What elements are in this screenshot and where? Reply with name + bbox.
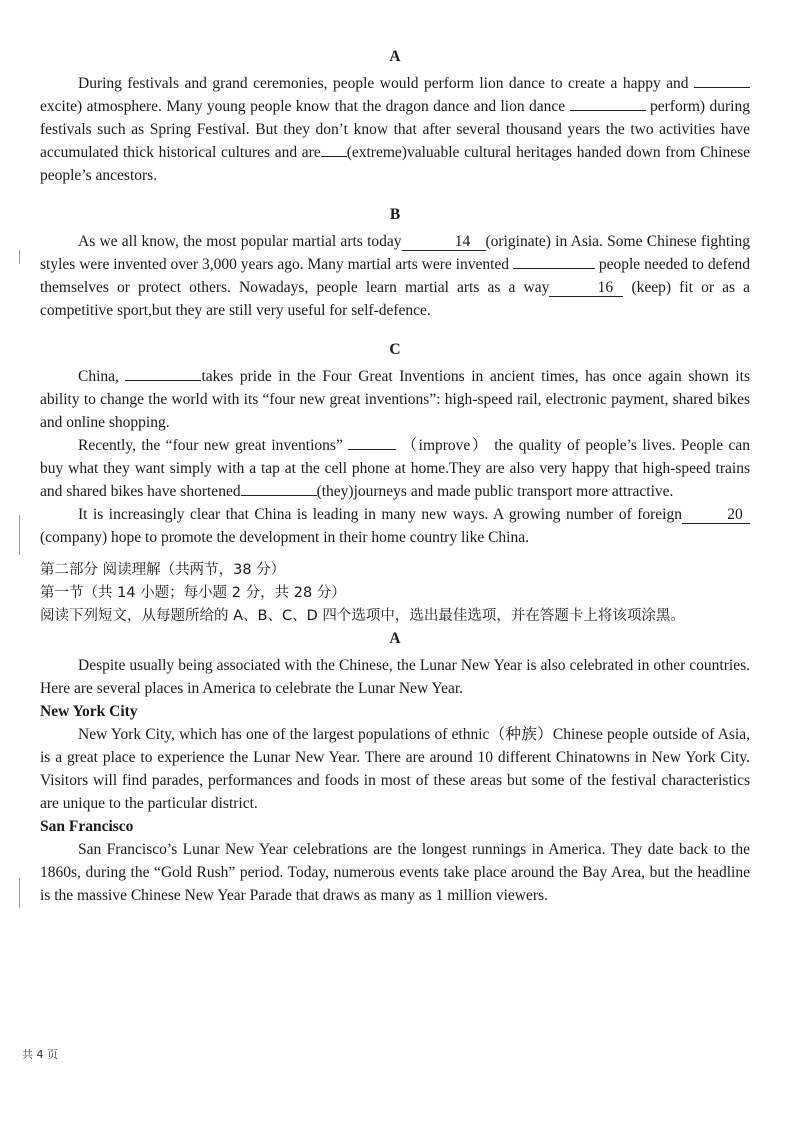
scan-mark [19,878,20,908]
sf-paragraph: San Francisco’s Lunar New Year celebrations are the longest runnings in America. They date back to the 1860s, during the “Gold Rush” period. Today, numerous events take place around the Bay Area, but the headline is the massive Chinese New Year Parade that draws as many as 1 million viewers. [40,841,750,904]
section-c-paragraph-1: China, takes pride in the Four Great Inventions in ancient times, has once again shown its ability to change the world with its “four new great inventions”: high-speed rail, electronic payment, shared bikes and online shopping. [40,368,750,431]
section-b-passage: As we all know, the most popular martial arts today 14 (originate) in Asia. Some Chinese fighting styles were invented over 3,000 years ago. Many martial arts were invented people needed to defend themselves or protect others. Nowadays, people learn martial arts as a way 16 (keep) fit or as a competitive sport,but they are still very useful for self-defence. [40,233,751,319]
section-c-heading: C [389,341,401,358]
blank-field[interactable]: 20 [682,507,750,524]
blank-field[interactable] [348,449,396,450]
nyc-paragraph: New York City, which has one of the largest populations of ethnic（种族）Chinese people outside of Asia, is a great place to experience the Lunar New Year. There are around 10 different Chinatowns in New York City. Visitors will find parades, performances and foods in most of these areas but some of the festival characteristics are unique to the particular district. [40,726,750,812]
blank-field[interactable] [241,495,317,496]
blank-field[interactable] [570,110,646,111]
section-c-paragraph-2: Recently, the “four new great inventions” （improve） the quality of people’s lives. People can buy what they want simply with a tap at the cell phone at home.They are also very happy that high-speed trains and shared bikes have shortened (they)journeys and made public transport more attractive. [40,437,750,500]
blank-field[interactable]: 14 [402,234,486,251]
blank-field[interactable] [321,156,347,157]
reading-a-heading: A [389,630,401,647]
section-c-paragraph-3: It is increasingly clear that China is leading in many new ways. A growing number of foreign 20(company) hope to promote the development in their home country like China. [40,503,750,549]
section-b-heading: B [389,206,401,223]
exam-page [40,48,750,907]
nyc-subheading: New York City [40,703,138,720]
blank-field[interactable] [125,380,201,381]
section-a-passage: During festivals and grand ceremonies, people would perform lion dance to create a happy and excite) atmosphere. Many young people know that the dragon dance and lion dance perform) during festivals such as Spring Festival. But they don’t know that after several thousand years the two activities have accumulated thick historical cultures and are (extreme)valuable cultural heritages handed down from Chinese people’s ancestors. [40,75,751,184]
section-a-heading: A [389,48,401,65]
page-footer: 共 4 页 [22,1048,58,1061]
part-two-title: 第二部分 阅读理解（共两节，38 分） [40,562,286,578]
scan-mark [19,250,20,264]
blank-field[interactable] [513,268,595,269]
section-one-title: 第一节（共 14 小题；每小题 2 分，共 28 分） [40,585,346,601]
instructions: 阅读下列短文，从每题所给的 A、B、C、D 四个选项中，选出最佳选项，并在答题卡上将该项涂黑。 [40,608,685,624]
reading-intro: Despite usually being associated with the Chinese, the Lunar New Year is also celebrated in other countries. Here are several places in America to celebrate the Lunar New Year. [40,657,750,697]
scan-mark [19,515,20,555]
blank-field[interactable]: 16 [549,280,623,297]
blank-field[interactable] [694,87,750,88]
sf-subheading: San Francisco [40,818,134,835]
